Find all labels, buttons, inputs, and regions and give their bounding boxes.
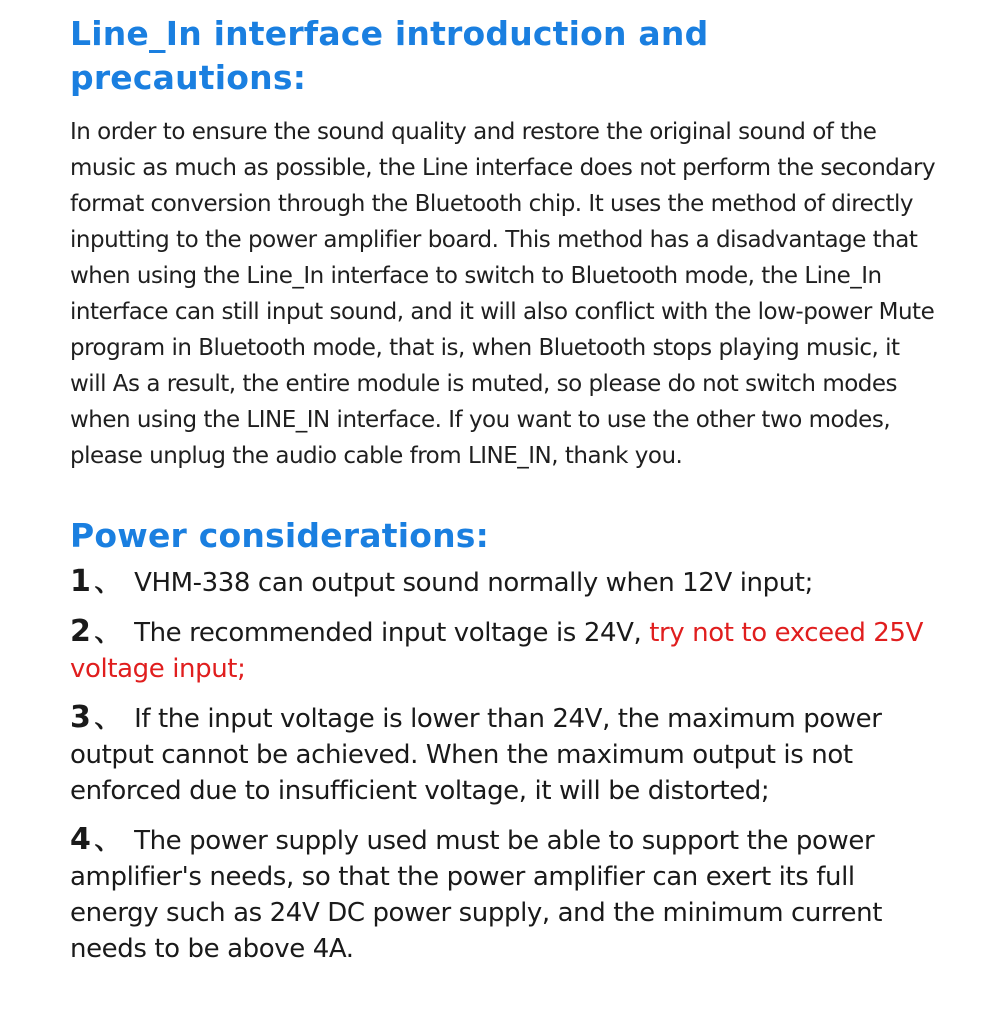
line-in-section-title: Line_In interface introduction and precautions: (70, 14, 709, 97)
power-item-1 (70, 564, 940, 601)
power-item-4 (70, 822, 940, 967)
item-text: The power supply used must be able to support the power amplifier's needs, so that the power amplifier can exert its full energy such as 24V DC power supply, and the minimum current needs to be above 4A. (70, 826, 882, 964)
power-considerations-list (70, 564, 940, 967)
item-number: 1 (70, 564, 91, 599)
item-separator: 、 (94, 618, 121, 648)
item-number: 3 (70, 700, 91, 735)
item-text: The recommended input voltage is 24V, (134, 618, 650, 648)
item-text: If the input voltage is lower than 24V, the maximum power output cannot be achieved. When the maximum output is not enforced due to insufficient voltage, it will be distorted; (70, 704, 882, 806)
power-section-title: Power considerations: (70, 516, 490, 555)
item-separator: 、 (94, 826, 121, 856)
item-text: VHM-338 can output sound normally when 12V input; (134, 568, 813, 598)
item-number: 4 (70, 822, 91, 857)
item-warning: try not to exceed 25V voltage input; (70, 618, 923, 684)
item-separator: 、 (94, 704, 121, 734)
power-item-3 (70, 700, 940, 809)
item-separator: 、 (94, 568, 121, 598)
item-number: 2 (70, 614, 91, 649)
power-item-2 (70, 614, 940, 687)
line-in-description: In order to ensure the sound quality and restore the original sound of the music as much as possible, the Line interface does not perform the secondary format conversion through the Bluetooth chip. It uses the method of directly inputting to the power amplifier board. This method has a disadvantage that when using the Line_In interface to switch to Bluetooth mode, the Line_In interface can still input sound, and it will also conflict with the low-power Mute program in Bluetooth mode, that is, when Bluetooth stops playing music, it will As a result, the entire module is muted, so please do not switch modes when using the LINE_IN interface. If you want to use the other two modes, please unplug the audio cable from LINE_IN, thank you. (70, 119, 936, 469)
